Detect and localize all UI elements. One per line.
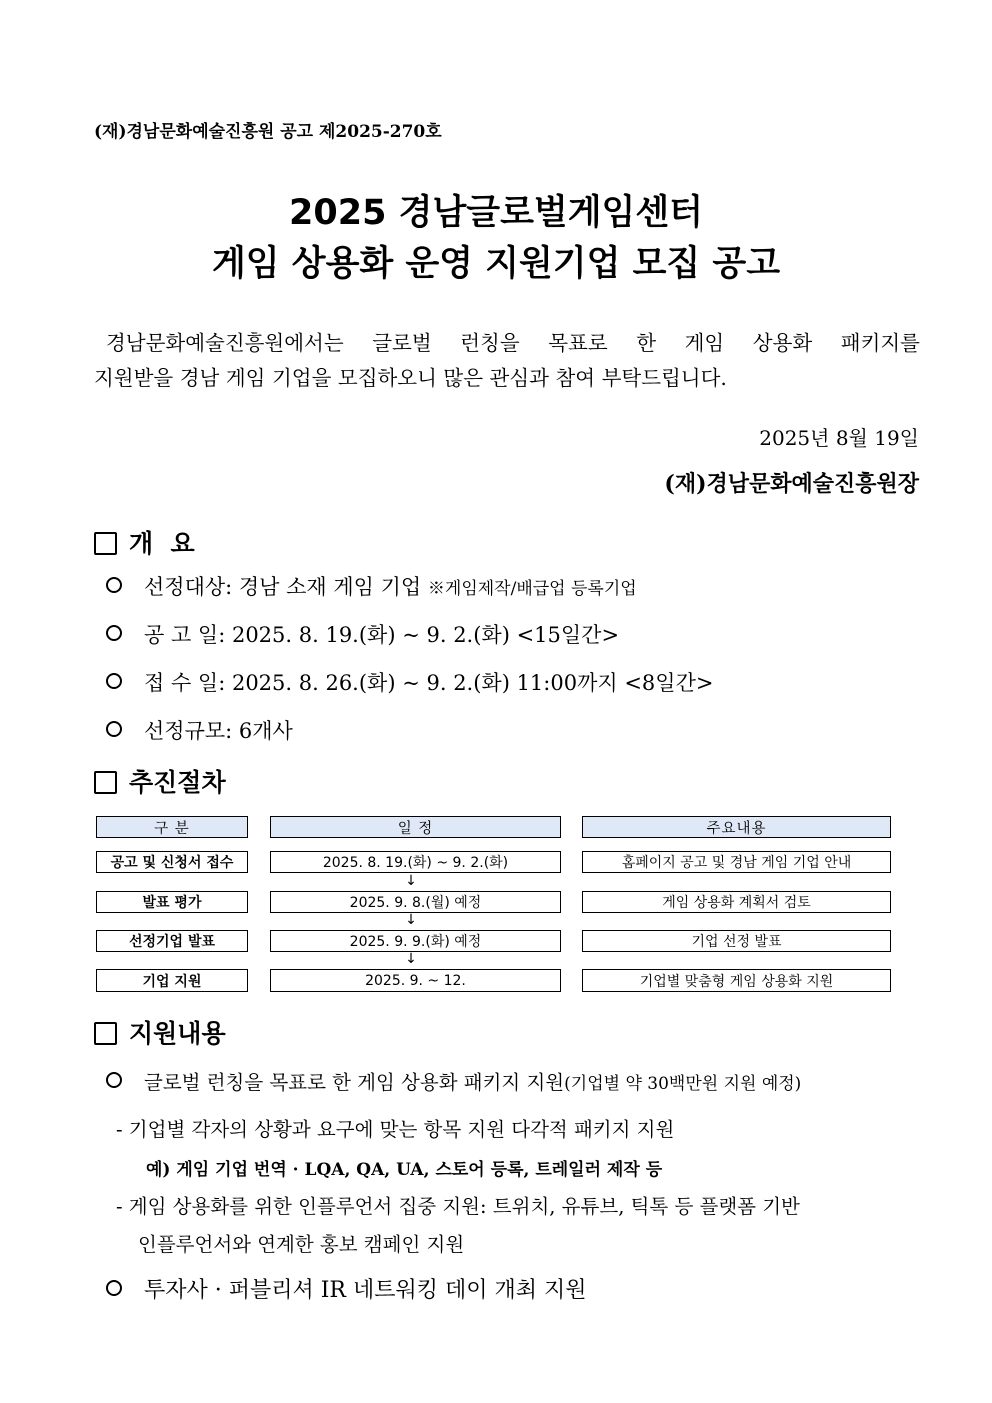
table-header-content: 주요내용 (582, 816, 891, 838)
support-item-note: (기업별 약 30백만원 지원 예정) (564, 1074, 802, 1094)
square-bullet-icon (94, 771, 117, 794)
table-row-stage: 발표 평가 (96, 891, 248, 913)
table-header-schedule: 일 정 (270, 816, 561, 838)
table-row-content: 게임 상용화 계획서 검토 (582, 891, 891, 913)
circle-bullet-icon (106, 721, 122, 737)
support-detail-package: - 기업별 각자의 상황과 요구에 맞는 항목 지원 다각적 패키지 지원 (116, 1118, 675, 1141)
overview-item-application-period (106, 667, 713, 697)
intro-paragraph-line2: 지원받을 경남 게임 기업을 모집하오니 많은 관심과 참여 부탁드립니다. (94, 366, 727, 390)
table-header-stage: 구 분 (96, 816, 248, 838)
issuer-name: (재)경남문화예술진흥원장 (664, 471, 919, 497)
support-detail-influencer-cont: 인플루언서와 연계한 홍보 캠페인 지원 (138, 1233, 465, 1256)
square-bullet-icon (94, 1022, 117, 1045)
table-row-stage: 기업 지원 (96, 969, 248, 992)
overview-item-notice-period (106, 619, 619, 649)
table-row-content: 기업 선정 발표 (582, 930, 891, 952)
support-item-text: 투자사 · 퍼블리셔 IR 네트워킹 데이 개최 지원 (144, 1278, 587, 1303)
support-item-text: 글로벌 런칭을 목표로 한 게임 상용화 패키지 지원 (144, 1071, 565, 1094)
arrow-down-icon: ↓ (405, 873, 417, 889)
overview-item-target (106, 571, 637, 601)
table-row-content: 홈페이지 공고 및 경남 게임 기업 안내 (582, 851, 891, 873)
overview-item-note: ※게임제작/배급업 등록기업 (427, 579, 637, 599)
square-bullet-icon (94, 532, 117, 555)
table-row-schedule: 2025. 8. 19.(화) ~ 9. 2.(화) (270, 851, 561, 873)
table-row-content: 기업별 맞춤형 게임 상용화 지원 (582, 969, 891, 992)
overview-item-text: 공 고 일: 2025. 8. 19.(화) ~ 9. 2.(화) <15일간> (144, 623, 620, 647)
table-row-schedule: 2025. 9. 8.(월) 예정 (270, 891, 561, 913)
section-support-title: 지원내용 (129, 1019, 226, 1048)
overview-item-text: 선정대상: 경남 소재 게임 기업 (144, 575, 422, 599)
circle-bullet-icon (106, 1280, 122, 1296)
support-item-ir (106, 1273, 587, 1304)
section-procedure-title: 추진절차 (129, 768, 226, 797)
section-procedure-heading (94, 763, 226, 799)
page-title-line2: 게임 상용화 운영 지원기업 모집 공고 (211, 244, 781, 284)
section-support-heading (94, 1014, 226, 1050)
page-title-line1: 2025 경남글로벌게임센터 (289, 193, 703, 233)
notice-number: (재)경남문화예술진흥원 공고 제2025-270호 (94, 122, 442, 142)
table-row-stage: 선정기업 발표 (96, 930, 248, 952)
circle-bullet-icon (106, 673, 122, 689)
table-row-schedule: 2025. 9. 9.(화) 예정 (270, 930, 561, 952)
table-row-schedule: 2025. 9. ~ 12. (270, 969, 561, 992)
announcement-date: 2025년 8월 19일 (759, 426, 919, 450)
circle-bullet-icon (106, 625, 122, 641)
table-row-stage: 공고 및 신청서 접수 (96, 851, 248, 873)
support-item-package (106, 1067, 801, 1095)
overview-item-scale (106, 715, 293, 745)
section-overview-heading (94, 524, 195, 560)
arrow-down-icon: ↓ (405, 951, 417, 967)
intro-paragraph-line1: 경남문화예술진흥원에서는 글로벌 런칭을 목표로 한 게임 상용화 패키지를 (106, 331, 920, 355)
section-overview-title: 개 요 (129, 529, 195, 558)
support-example: 예) 게임 기업 번역 · LQA, QA, UA, 스토어 등록, 트레일러 제작 등 (146, 1160, 663, 1180)
arrow-down-icon: ↓ (405, 912, 417, 928)
circle-bullet-icon (106, 1072, 122, 1088)
support-detail-influencer: - 게임 상용화를 위한 인플루언서 집중 지원: 트위치, 유튜브, 틱톡 등 플랫폼 기반 (116, 1195, 800, 1218)
overview-item-text: 선정규모: 6개사 (144, 719, 293, 743)
circle-bullet-icon (106, 577, 122, 593)
overview-item-text: 접 수 일: 2025. 8. 26.(화) ~ 9. 2.(화) 11:00까지 <8일간> (144, 671, 714, 695)
